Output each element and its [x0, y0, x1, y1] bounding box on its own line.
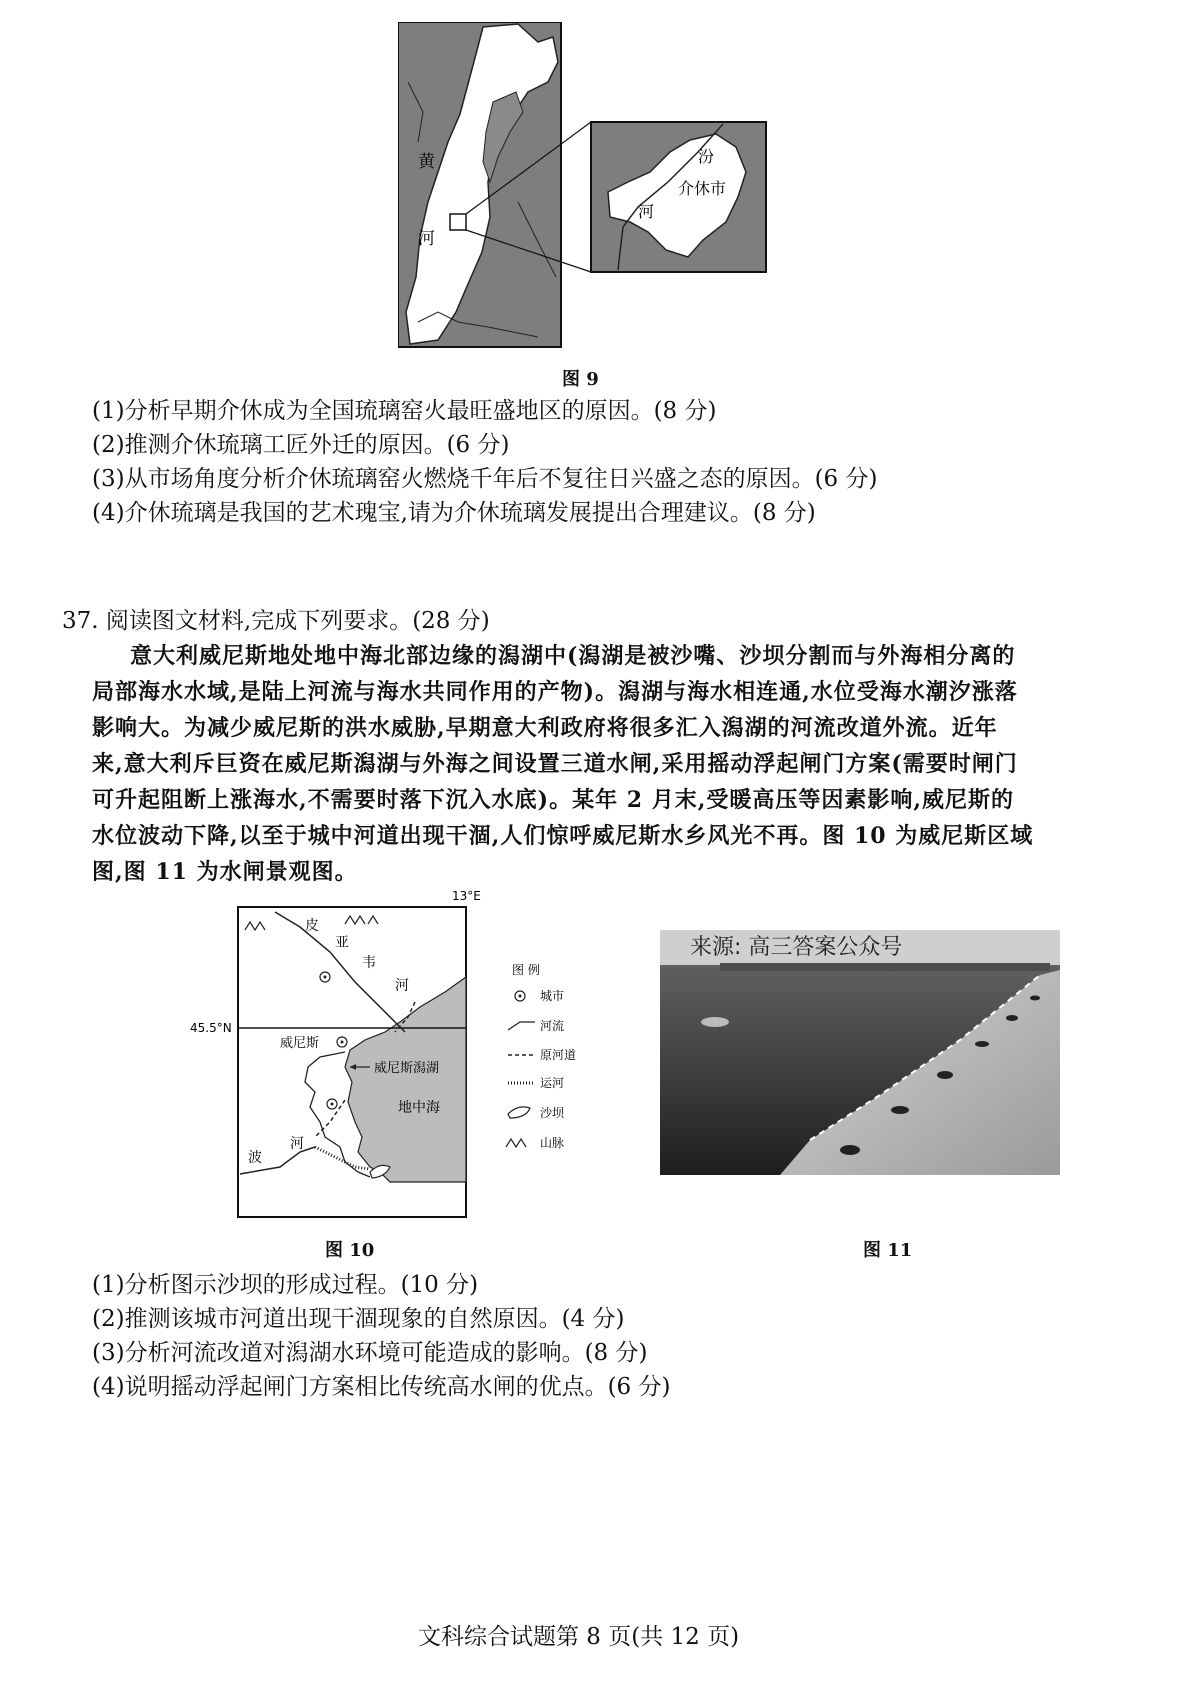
label-he: 河: [418, 229, 435, 249]
q37-line-7: 图,图 11 为水闸景观图。: [92, 859, 358, 885]
q36-item-1: (1)分析早期介休成为全国琉璃窑火最旺盛地区的原因。(8 分): [92, 398, 717, 424]
label-he-inset: 河: [638, 202, 655, 221]
legend-item-sandbar: 沙坝: [540, 1106, 565, 1120]
q37-line-4: 来,意大利斥巨资在威尼斯潟湖与外海之间设置三道水闸,采用摇动浮起闸门方案(需要时闸门: [92, 751, 1018, 777]
q37-line-2: 局部海水水域,是陆上河流与海水共同作用的产物)。潟湖与海水相连通,水位受海水潮汐涨落: [92, 679, 1018, 705]
label-lagoon: 威尼斯潟湖: [374, 1061, 440, 1076]
page-footer: 文科综合试题第 8 页(共 12 页): [418, 1624, 740, 1650]
figure-11-photo: [660, 930, 1060, 1175]
legend-title: 图 例: [512, 963, 540, 977]
boat: [701, 1017, 729, 1027]
legend-item-city: 城市: [540, 989, 565, 1003]
figure-9-caption: 图 9: [562, 369, 599, 390]
q36-item-3: (3)从市场角度分析介休琉璃窑火燃烧千年后不复往日兴盛之态的原因。(6 分): [92, 466, 878, 492]
q37-line-6: 水位波动下降,以至于城中河道出现干涸,人们惊呼威尼斯水乡风光不再。图 10 为威尼斯区域: [92, 823, 1034, 849]
label-lon: 13°E: [452, 889, 481, 903]
legend-item-river: 河流: [540, 1019, 565, 1033]
legend-item-canal: 运河: [540, 1076, 565, 1090]
q37-title: 37. 阅读图文材料,完成下列要求。(28 分): [62, 608, 490, 634]
legend: [506, 962, 576, 1150]
label-fen: 汾: [698, 147, 715, 166]
label-jiexiu: 介休市: [678, 179, 727, 198]
q37-item-2: (2)推测该城市河道出现干涸现象的自然原因。(4 分): [92, 1306, 625, 1332]
label-ya: 亚: [335, 935, 349, 951]
figure-10-map: [190, 882, 610, 1222]
q37-item-3: (3)分析河流改道对潟湖水环境可能造成的影响。(8 分): [92, 1340, 648, 1366]
figure-11-source: 来源: 高三答案公众号: [690, 935, 903, 960]
label-he: 河: [395, 978, 409, 994]
q37-line-3: 影响大。为减少威尼斯的洪水威胁,早期意大利政府将很多汇入潟湖的河流改道外流。近年: [92, 715, 998, 741]
figure-9-map: [398, 22, 768, 352]
q37-item-4: (4)说明摇动浮起闸门方案相比传统高水闸的优点。(6 分): [92, 1374, 671, 1400]
label-venice: 威尼斯: [280, 1036, 320, 1051]
legend-item-mountain: 山脉: [540, 1136, 565, 1150]
label-pi: 皮: [305, 918, 319, 934]
label-sea: 地中海: [398, 1100, 440, 1116]
label-he2: 河: [290, 1136, 304, 1152]
q37-line-5: 可升起阻断上涨海水,不需要时落下沉入水底)。某年 2 月末,受暖高压等因素影响,威尼斯的: [92, 787, 1015, 813]
label-bo: 波: [248, 1150, 262, 1166]
figure-11-caption: 图 11: [863, 1240, 913, 1261]
label-lat: 45.5°N: [190, 1021, 232, 1035]
label-wei: 韦: [362, 955, 376, 971]
label-huang: 黄: [418, 152, 435, 172]
q36-item-2: (2)推测介休琉璃工匠外迁的原因。(6 分): [92, 432, 510, 458]
figure-10-caption: 图 10: [325, 1240, 375, 1261]
q37-item-1: (1)分析图示沙坝的形成过程。(10 分): [92, 1272, 479, 1298]
q37-line-1: 意大利威尼斯地处地中海北部边缘的潟湖中(潟湖是被沙嘴、沙坝分割而与外海相分离的: [130, 643, 1016, 669]
legend-item-old-river: 原河道: [540, 1048, 577, 1062]
q36-item-4: (4)介休琉璃是我国的艺术瑰宝,请为介休琉璃发展提出合理建议。(8 分): [92, 500, 816, 526]
